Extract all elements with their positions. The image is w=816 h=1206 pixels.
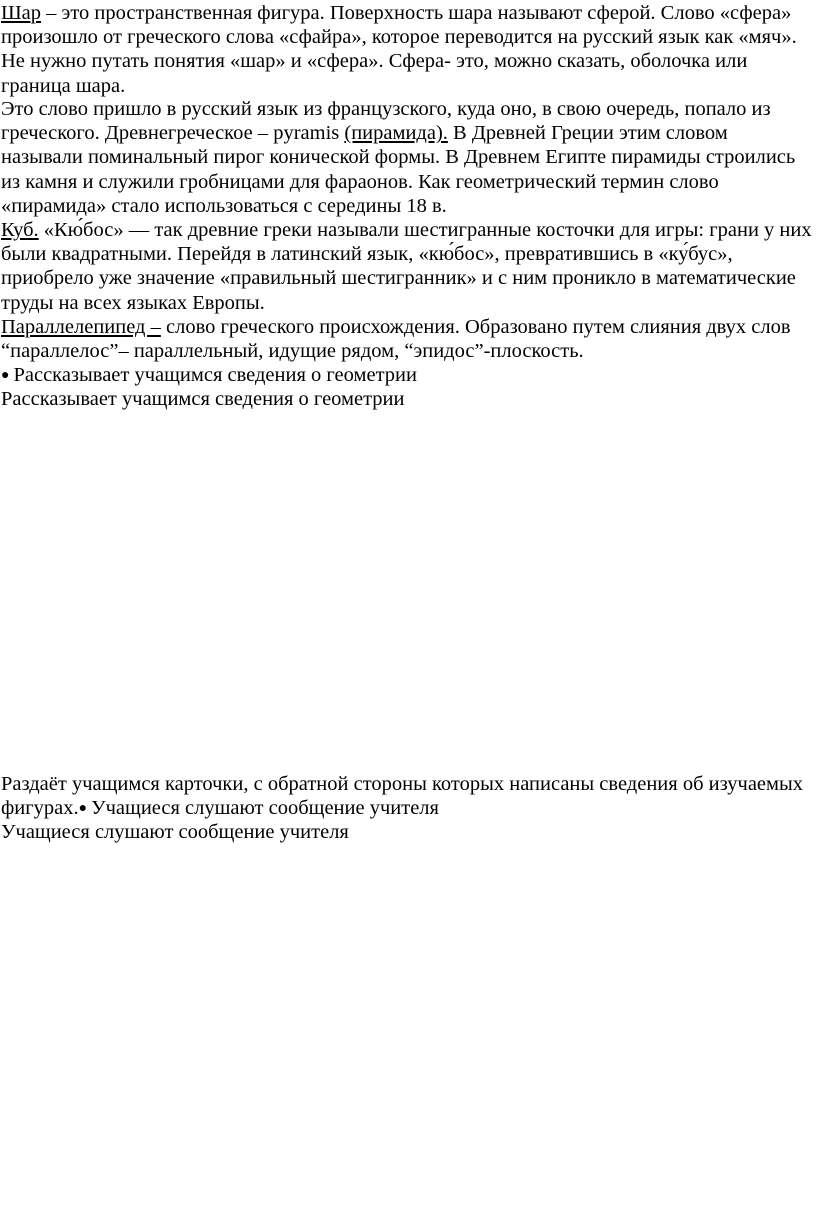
term-parallelepiped: Параллелепипед – (1, 316, 161, 338)
parallelepiped-text: слово греческого происхождения. Образовано путем слияния двух слов “параллелос”– параллельный, идущие рядом, “эпидос”-плоскость. (1, 316, 791, 363)
teacher-action-repeat: Рассказывает учащимся сведения о геометрии (1, 388, 405, 410)
paragraph-cards (1, 772, 813, 821)
paragraph-sphere (1, 1, 813, 98)
student-action-text: Учащиеся слушают сообщение учителя (91, 797, 439, 820)
paragraph-pyramid (1, 97, 813, 218)
pyramid-text-after: В Древней Греции этим словом называли поминальный пирог конической формы. В Древнем Египте пирамиды строились из камня и служили гробницами для фараонов. Как геометрический термин слово «пирамида» стало использоваться с середины 18 в. (1, 122, 796, 217)
pyramid-text-before: Это слово пришло в русский язык из французского, куда оно, в свою очередь, попало из греческого. Древнегреческое – pyramis (1, 98, 771, 145)
term-sphere: Шар (1, 2, 42, 24)
student-action-line (1, 820, 813, 844)
teacher-action-line (1, 387, 813, 411)
sphere-text: – это пространственная фигура. Поверхность шара называют сферой. Слово «сфера» произошло от греческого слова «сфайра», которое переводится на русский язык как «мяч». Не нужно путать понятия «шар» и «сфера». Сфера- это, можно сказать, оболочка или граница шара. (1, 2, 797, 97)
term-pyramid: (пирамида). (344, 122, 448, 145)
cube-text: «Кю́бос» — так древние греки называли шестигранные косточки для игры: грани у них были квадратными. Перейдя в латинский язык, «кю́бос», превратившись в «ку́бус», приобрело уже значение «правильный шестигранник» и с ним проникло в математические труды на всех языках Европы. (1, 219, 812, 314)
teacher-action-bullet-line (1, 363, 813, 388)
bullet-icon: ● (78, 801, 88, 817)
cards-text: Раздаёт учащимся карточки, с обратной стороны которых написаны сведения об изучаемых фигурах. (1, 773, 804, 820)
term-cube: Куб. (1, 219, 39, 241)
paragraph-parallelepiped (1, 315, 813, 363)
paragraph-cube (1, 218, 813, 315)
student-action-repeat: Учащиеся слушают сообщение учителя (1, 821, 349, 843)
teacher-action-text: Рассказывает учащимся сведения о геометрии (13, 364, 417, 386)
bullet-icon: ● (1, 368, 10, 383)
